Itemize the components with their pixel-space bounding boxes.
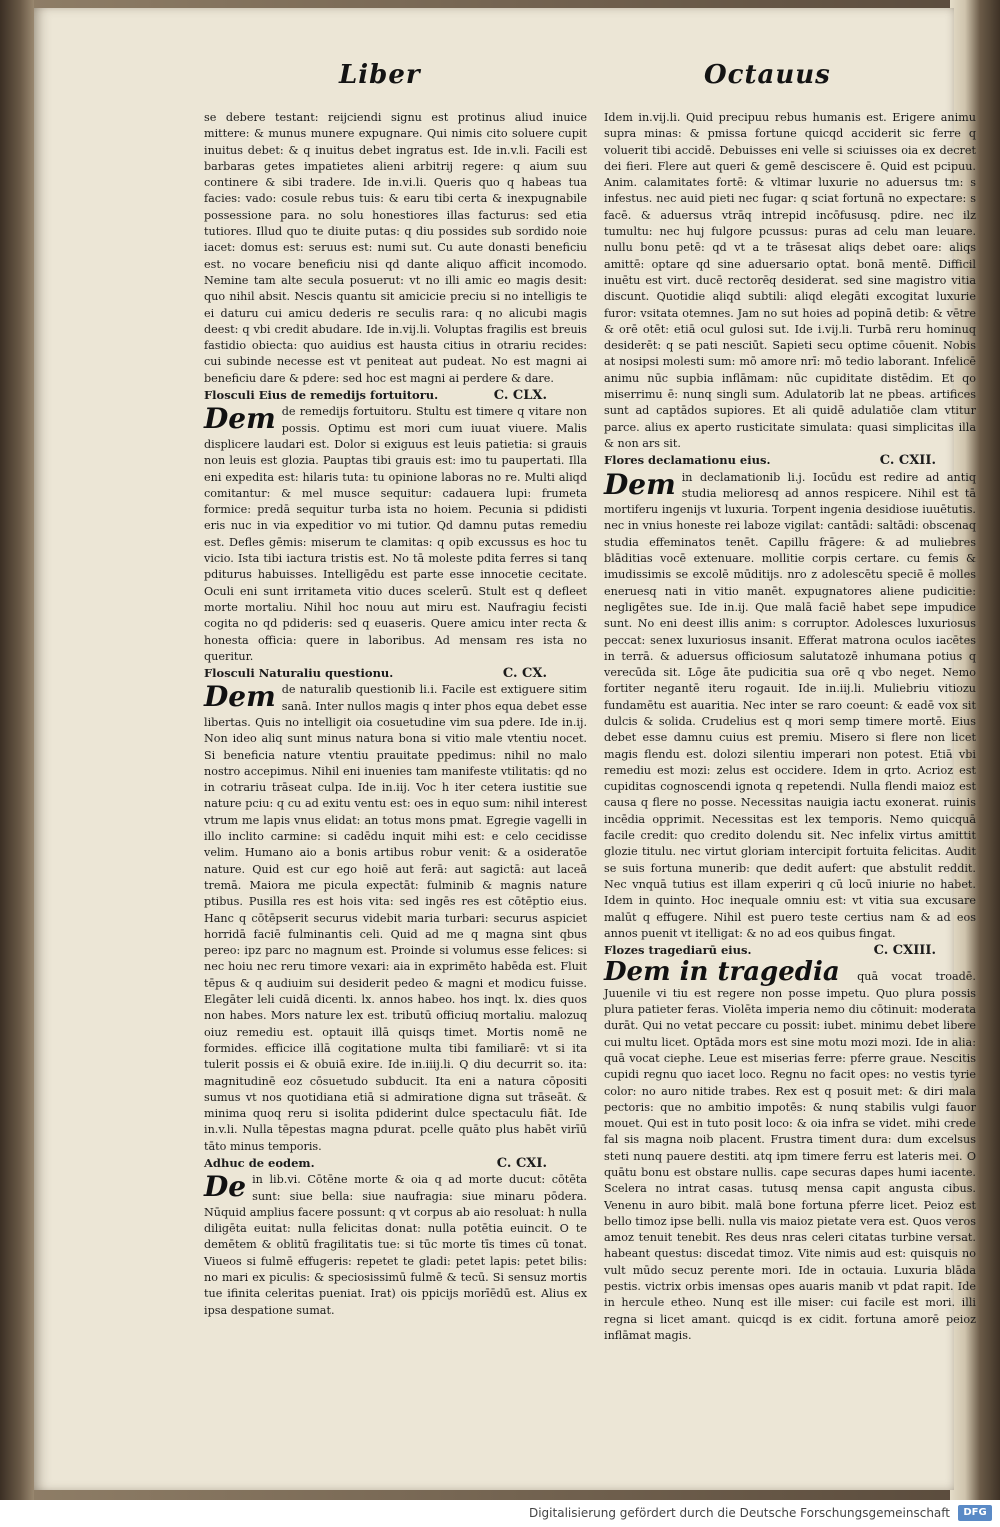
running-head-right: Octauus xyxy=(704,60,831,90)
running-head-left: Liber xyxy=(339,60,421,90)
section-number: C. CXII. xyxy=(879,453,936,469)
paragraph-text: de remedijs fortuitoru. Stultu est timere q vitare non possis. Optimu est mori cum iuuat viuere. Malis displicere laudari est. Dolor si exiguus est leuis patietia: si grauis non leuis est glozia. Pauptas tibi grauis est: imo tu paupertati. Illa eni expedita est: hilaris tuta: tu opinione laboras no re. Multi aliqd comitantur: & mel musce sequitur: cadauera lupi: frumeta formice: predā sequitur turba ista no hoiem. Pecunia si pdidisti eris nuc in via expeditior vo mi tutior. Qd damnu putas remediu est. Defles gēmis: miserum te clamitas: q opib excussus es hoc tu vicio. Ista tibi iactura tristis est. No tā moleste pdita ferres si tanq pditurus habuisses. Intelligēdu est parte esse innocetie cecitate. Oculi eni sunt irritameta vitio duces scelerū. Stult est q defleet morte mortaliu. Nihil hoc nouu aut miru est. Naufragiu fecisti cogita no qd pdideris: sed q euaseris. Quere amicu inter recta & honesta officia: quere in laboribus. Ad mensam res ista no queritur. xyxy=(204,405,587,663)
section-heading xyxy=(204,665,587,682)
paragraph: se debere testant: reijciendi signu est protinus aliud inuice mittere: & munus munere expugnare. Qui nimis cito soluere cupit inuitus debet: & q inuitus debet ingratus est. Ide in.v.li. Facili est barbaras getes impatietes alieni arbitrij regere: q aium suu continere & sibi tradere. Ide in.vi.li. Queris quo q habeas tua facies: vado: cosule rebus tuis: & earu tibi certa & inexpugnabile possessione para. no solu honestiores illas facturus: sed etia tutiores. Illud quo te diuite putas: q diu possides sub sordido noie iacet: domus est: seruus est: numi sut. Cu aute donasti beneficiu est. no vocare beneficiu nisi qd dante aliquo afficit incomodo. Nemine tam alte secula posuerut: vt no illi amic eo magis desit: quo nihil absit. Nescis quantu sit amicicie preciu si no intelligis te ei daturu cui amicu dederis re seculis rara: q no alicubi magis deest: q vbi credit abudare. Ide in.vij.li. Voluptas fragilis est breuis fastidio obiecta: quo auidius est hausta citius in otrariu recides: cui subinde necesse est vt peniteat aut pudeat. No est magni ai beneficiu dare & pdere: sed hoc est magni ai perdere & dare. xyxy=(204,111,587,385)
book-page xyxy=(34,8,977,1490)
paragraph-text: in lib.vi. Cōtēne morte & oia q ad morte ducut: cōtēta sunt: siue bella: siue naufragia: siue minaru pōdera. Nūquid amplius facere possunt: q vt corpus ab aio resoluat: h nulla diligēta euitat: nulla felicitas donat: nulla potētia euincit. O te demētem & oblitū fragilitatis tue: si tūc morte tīs times cū tonat. Viueos si fulmē effugeris: repetet te gladi: petet lapis: petet bilis: no mari ex piculis: & speciosissimū fulmē & tecū. Si sensuz mortis tue ifinita celeritas pueniat. Irat) ois ppicijs morīēdū est. Alius ex ipsa despatione sumat. xyxy=(204,1173,587,1317)
section-number: C. CXI. xyxy=(496,1156,547,1171)
paragraph-text: de naturalib questionib li.i. Facile est extiguere sitim sanā. Inter nullos magis q inter phos equa debet esse libertas. Quis no intelligit oia cosuetudine vim sua pdere. Ide in.ij. Non ideo aliq sunt minus natura bona si vitio male vtentiu nocet. Si beneficia nature vtentiu prauitate ppedimus: nihil no malo nostro accepimus. Nihil eni inuenies tam manifeste vtilitatis: qd no in cotrariu trāseat culpa. Ide in.iij. Voc h iter cetera iustitie sue nature pciu: q cu ad exitu ventu est: oes in equo sum: nihil interest vtrum me lapis vnus elidat: an totus mons pmat. Egregie vagelli in illo inclito carmine: si cadēdu inquit mihi est: e celo cecidisse velim. Humano aio a bonis artibus robur venit: & a osideratōe nature. Quid est cur ego hoiē aut ferā: aut sagictā: aut laceā tremā. Maiora me picula expectāt: fulminib & magnis nature ptibus. Pusilla res est hois vita: sed ingēs res est cōtēptio eius. Hanc q cōtēpserit securus videbit maria turbari: securus aspiciet horridā faciē fulminantis celi. Quid ad me q magna sint qbus pereo: ipz parc no magnum est. Proinde si volumus esse felices: si nec hoiu nec reru timore vexari: aia in exprimēto habēda est. Fluit tēpus & q audiuim sui desiderit pedeo & magni et modicu fuisse. Elegāter leli cuidā dicenti. lx. annos habeo. hos inqt. lx. dies quos non habes. Mors nature lex est. tributū officiuq mortaliu. malozuq oiuz remediu est. optauit illā quisqs timet. Mortis nomē ne formides. efficice illā cogitatione multa tibi familiarē: vt si ita tulerit possis ei & obuiā exire. Ide in.iiij.li. Q diu decurrit so. ita: magnitudinē eoz cōsuetudo subducit. Ita eni a natura cōpositi sumus vt nos quotidiana etiā si admiratione digna sut trāseāt. & minima quoq reru si isolita pdiderint dulce spectaculu fiāt. Ide in.v.li. Nulla tēpestas magna pdurat. pcelle quāto plus habēt virīū tāto minus temporis. xyxy=(204,683,587,1153)
section-title: Adhuc de eodem. xyxy=(204,1156,315,1170)
paragraph xyxy=(204,404,587,665)
paragraph: Idem in.vij.li. Quid precipuu rebus humanis est. Erigere animu supra minas: & pmissa fortune quicqd acciderit sic ferre q voluerit tibi accidē. Debuisses eni velle si sciuisses oia ex decret dei fieri. Flere aut queri & gemē desciscere ē. Quid est pcipuu. Anim. calamitates fortē: & vltimar luxurie no aduersus tm: s infestus. nec auid pieti nec fugar: q sciat fortunā no expectare: s facē. & aduersus vtrāq intrepid incōfususq. pdire. nec ilz tumultu: nec huj fulgore pcussus: puras ad celu man leuare. nullu bonu petē: qd vt a te trāsesat aliqs debet oare: aliqs amittē: optare qd sine aduersario optat. bonā mentē. Difficil inuētu est virt. ducē rectorēq desiderat. sed sine magistro vitia discunt. Quotidie aliqd subtili: aliqd elegāti excogitat luxurie furor: vsitata otemnes. Jam no sut hoies ad popinā detib: & vētre & orē otēt: etiā ocul gulosi sut. Ide i.vij.li. Turbā reru hominuq desiderēt: q se pati nesciūt. Sapieti secu optime cōuenit. Nobis at nosipsi molesti sum: mō amore nrī: mō tedio laborant. Infelicē animu nūc supbia inflāmam: nūc cupiditate distēdim. Et qo miserrimu ē: nunq singli sum. Adulatorib lat ne pbeas. artifices sunt ad captādos supiores. Et ali quidē adulatiōe clam vtitur parce. alius ex aperto rusticitate simulata: quasi simplicitas illa & non ars sit. xyxy=(604,111,976,450)
binding-shadow xyxy=(0,0,34,1500)
section-title: Flosculi Eius de remedijs fortuitoru. xyxy=(204,388,439,403)
initial-word: Dem xyxy=(204,680,276,714)
right-column xyxy=(604,110,976,1344)
funding-credit: Digitalisierung gefördert durch die Deutsche Forschungsgemeinschaft xyxy=(528,1506,950,1520)
paragraph-text: tiu est regere non posse impetu. Quo plura possis plura patieter feras. Violēta imperia nemo diu cōtinuit: moderata durāt. Qui no vetat peccare cu possit: iubet. minimu debet libere cui multu licet. Optāda mors est sine motu mozi mozi. Ide in alia: quā vocat ciephe. Leue est miserias ferre: pferre graue. Nescitis cupidi regnu quo iacet loco. Regnu no facit opes: no vestis tyrie color: no auro nitide trabes. Rex est q posuit met: & diri mala pectoris: que no ambitio impotēs: & nunq stabilis vulgi fauor mouet. Qui est in tuto posit loco: & oia infra se videt. mihi crede fal sis magna noib placent. Frustra timent dura: dum excelsus steti nunq pauere destiti. atq ipm timere ferru est lateris mei. O quātu bonu est obstare nullis. cape securas dapes humi iacente. Scelera no intrat casas. tutusq mensa capit angusta cibus. Venenu in auro bibit. malā bone fortuna pferre licet. Peioz est bello timoz ipse belli. nulla vis maioz pietate vera est. Quos veros amoz tenuit tenebit. Res deus nras celeri citatas turbine versat. habeant questus: discedat timoz. Vite nimis aud est: quisquis no vult mūdo secuz perente mori. Ide in octauia. Luxuria blāda pestis. victrix orbis imensas opes auaris manib vt pdat rapit. Ide in hercule etheo. Nunq est ille miser: cui facile est mori. illi regna si licet amant. quicqd is ex cidit. fortuna amorē peioz inflāmat magis. xyxy=(604,986,977,1342)
paragraph-text: in declamationib li.j. Iocūdu est redire ad antiq studia melioresq ad annos respicere. Nihil est tā mortiferu ingenijs vt luxuria. Torpent ingenia desidiose iuuētutis. nec in vnius honeste rei laboze vigilat: cantādi: saltādi: obscenaq studia effeminatos tenēt. Capillu frāgere: & ad muliebres blāditias vocē extenuare. mollitie corpis certare. cu femis & imudissimis se excolē mūditijs. nro z adolescētu speciē ē molles eneruesq nati in vitio manēt. expugnatores aliene pudicitie: negligētes sue. Ide in.ij. Que malā faciē habet sepe impudice sunt. No eni deest illis anim: s corruptor. Adolesces luxuriosus peccat: senex luxuriosus insanit. Efferat matrona oculos iacētes in terrā. & aduersus officiosum salutatozē inhumana potius q verecūda sit. Lōge āte pudicitia sua orē q vbo neget. Nemo fortiter negantē iteru rogauit. Ide in.iij.li. Muliebriu vitiozu fundamētu est auaritia. Nec inter se raro coeunt: & eadē vox sit dulcis & solida. Crudelius est q mori semp timere mortē. Eius debet esse damnu cuius est premiu. Misero si flere non licet magis flendu est. dolozi silentiu imperari non potest. Etiā vbi remediu est mozi: zelus est occidere. Idem in qrto. Acrioz est cupiditas cognoscendi ignota q repetendi. Nulla flendi maioz est causa q flere no posse. Necessitas nauigia iactu exonerat. ruinis incēdia opprimit. Necessitas est lex temporis. Nemo quicquā facile credit: quo credito dolendu sit. Nec infelix virtus amittit glozie titulu. nec virtut gloriam intercipit fortuita felicitas. Audit se suis fortuna munerib: que dedit aufert: que abstulit reddit. Nec vnquā tutius est illam experiri q cū locū iniurie no habet. Idem in quinto. Hoc inequale omniu est: vt vitia sua excusare malūt q effugere. Nihil est puero teste certius nam & ad eos annos puenit vt itelligat: & no ad eos quibus fingat. xyxy=(604,470,976,940)
section-title: Flores declamationu eius. xyxy=(604,453,771,468)
section-number: C. CX. xyxy=(502,666,547,682)
paragraph xyxy=(604,959,976,1344)
paragraph-lead: quā vocat troadē. Juuenile vi xyxy=(604,970,976,1000)
paragraph xyxy=(204,682,587,1155)
section-heading xyxy=(604,452,976,469)
paragraph xyxy=(604,467,976,943)
section-title: Flozes tragediarū eius. xyxy=(604,943,752,958)
section-number: C. CXIII. xyxy=(873,943,936,959)
initial-word: Dem xyxy=(204,402,276,436)
section-heading xyxy=(204,387,587,404)
initial-word: Dem in tragedia xyxy=(604,957,840,988)
left-column xyxy=(204,110,587,1319)
paragraph xyxy=(204,1172,587,1319)
initial-word: Dem xyxy=(604,467,676,501)
dfg-logo-icon: DFG xyxy=(958,1505,992,1521)
section-title: Flosculi Naturaliu questionu. xyxy=(204,666,394,681)
initial-word: De xyxy=(204,1170,247,1204)
section-heading xyxy=(204,1155,587,1172)
section-number: C. CLX. xyxy=(493,388,547,404)
